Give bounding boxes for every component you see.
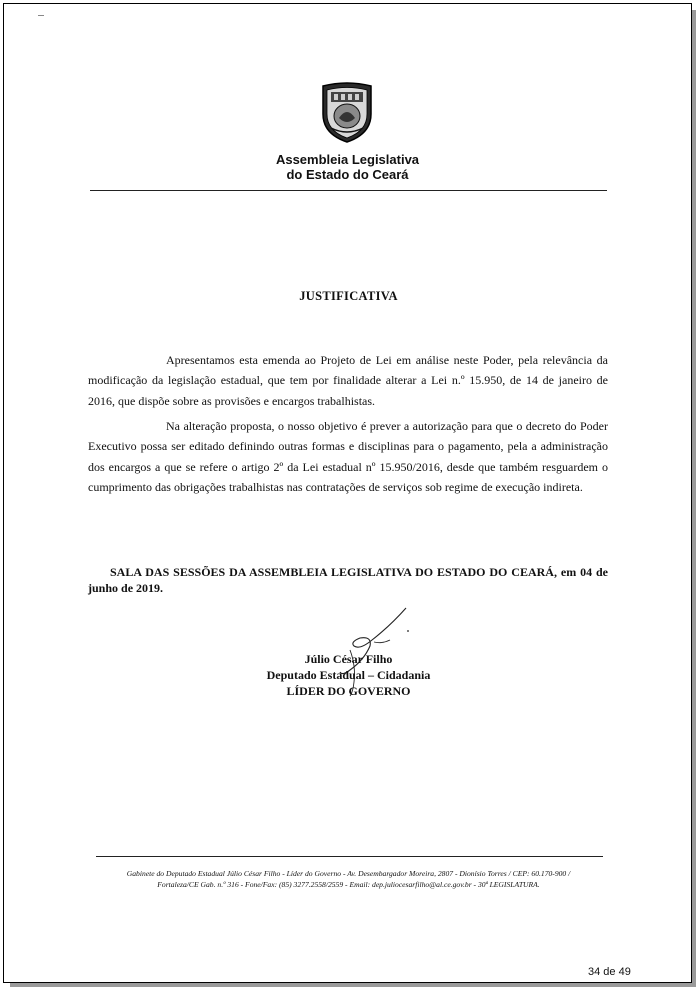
org-name-line2: do Estado do Ceará	[286, 167, 409, 182]
scan-speck	[38, 15, 44, 16]
signatory-name: Júlio César Filho	[304, 652, 393, 666]
paragraph-1: Apresentamos esta emenda ao Projeto de Lei em análise neste Poder, pela relevância da modificação da legislação estadual, que tem por finalidade alterar a Lei n.º 15.950, de 14 de janeiro de 2016, que dispõe sobre as provisões e encargos trabalhistas.	[88, 353, 608, 408]
state-coat-of-arms-icon	[319, 80, 375, 144]
signatory-title: LÍDER DO GOVERNO	[286, 684, 411, 698]
paragraph-2: Na alteração proposta, o nosso objetivo é prever a autorização para que o decreto do Poder Executivo possa ser editado definindo outras formas e disciplinas para o pagamento, pela a administração dos encargos a que se refere o artigo 2º da Lei estadual nº 15.950/2016, desde que também resguardem o cumprimento das obrigações trabalhistas nas contratações de serviços sob regime de execução indireta.	[88, 419, 608, 495]
org-name-line1: Assembleia Legislativa	[275, 152, 420, 167]
page-shadow-bottom	[10, 983, 696, 987]
footer-address-line1: Gabinete do Deputado Estadual Júlio César Filho - Líder do Governo - Av. Desembargador Moreira, 2807 - Dionísio Torres / CEP: 60.170-900 /	[126, 869, 571, 878]
header-divider	[90, 190, 607, 191]
page-number: 34 de 49	[588, 966, 631, 978]
footer-address-line2: Fortaleza/CE Gab. n.º 316 - Fone/Fax: (85) 3277.2558/2559 - Email: dep.juliocesarfilho@al.ce.gov.br - 30ª LEGISLATURA.	[157, 880, 540, 889]
document-title: JUSTIFICATIVA	[299, 289, 398, 303]
footer-divider	[96, 856, 603, 857]
closing-statement: SALA DAS SESSÕES DA ASSEMBLEIA LEGISLATIVA DO ESTADO DO CEARÁ, em 04 de junho de 2019.	[88, 565, 608, 595]
signatory-role: Deputado Estadual – Cidadania	[266, 668, 431, 682]
page-shadow-right	[692, 10, 696, 986]
